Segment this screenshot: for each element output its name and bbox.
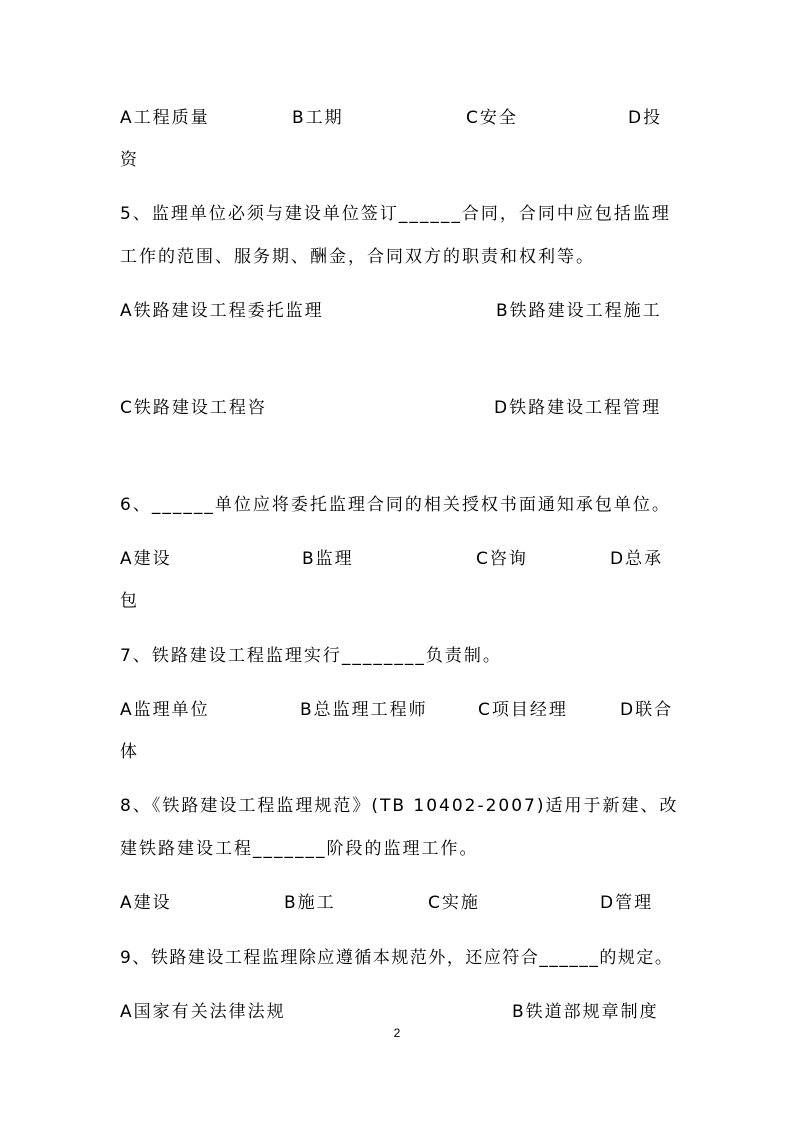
q7-option-wrap: 体: [120, 742, 139, 762]
q7-text-line1: 7、铁路建设工程监理实行________负责制。: [120, 646, 502, 666]
q7-option-a: A监理单位: [120, 700, 210, 720]
q5-text-line1: 5、监理单位必须与建设单位签订______合同，合同中应包括监理: [120, 204, 671, 224]
q4-option-a: A工程质量: [120, 108, 210, 128]
q7-option-c: C项目经理: [478, 700, 568, 720]
q8-option-d: D管理: [600, 893, 654, 913]
q4-option-wrap: 资: [120, 150, 139, 170]
q9-option-a: A国家有关法律法规: [120, 1002, 286, 1022]
q8-option-c: C实施: [428, 893, 480, 913]
q7-option-d: D联合: [620, 700, 674, 720]
q6-option-d: D总承: [610, 549, 664, 569]
q5-text-line2: 工作的范围、服务期、酬金，合同双方的职责和权利等。: [120, 247, 595, 267]
q6-option-wrap: 包: [120, 591, 139, 611]
q6-option-b: B监理: [302, 549, 354, 569]
q4-option-d: D投: [628, 108, 663, 128]
q4-option-b: B工期: [292, 108, 344, 128]
q9-text-line1: 9、铁路建设工程监理除应遵循本规范外，还应符合______的规定。: [120, 948, 674, 968]
q6-option-a: A建设: [120, 549, 172, 569]
q8-text-line2: 建铁路建设工程_______阶段的监理工作。: [120, 839, 479, 859]
q7-option-b: B总监理工程师: [300, 700, 428, 720]
q6-option-c: C咨询: [476, 549, 528, 569]
q5-option-c: C铁路建设工程咨: [120, 398, 267, 418]
q9-option-b: B铁道部规章制度: [512, 1002, 659, 1022]
q5-option-d: D铁路建设工程管理: [494, 398, 662, 418]
q5-option-a: A铁路建设工程委托监理: [120, 301, 324, 321]
q8-option-b: B施工: [284, 893, 336, 913]
q4-option-c: C安全: [466, 108, 518, 128]
q6-text-line1: 6、______单位应将委托监理合同的相关授权书面通知承包单位。: [120, 495, 671, 515]
page-number: 2: [393, 1026, 401, 1040]
q8-option-a: A建设: [120, 893, 172, 913]
q8-text-line1: 8、《铁路建设工程监理规范》(TB 10402-2007)适用于新建、改: [120, 796, 679, 816]
q5-option-b: B铁路建设工程施工: [496, 301, 662, 321]
